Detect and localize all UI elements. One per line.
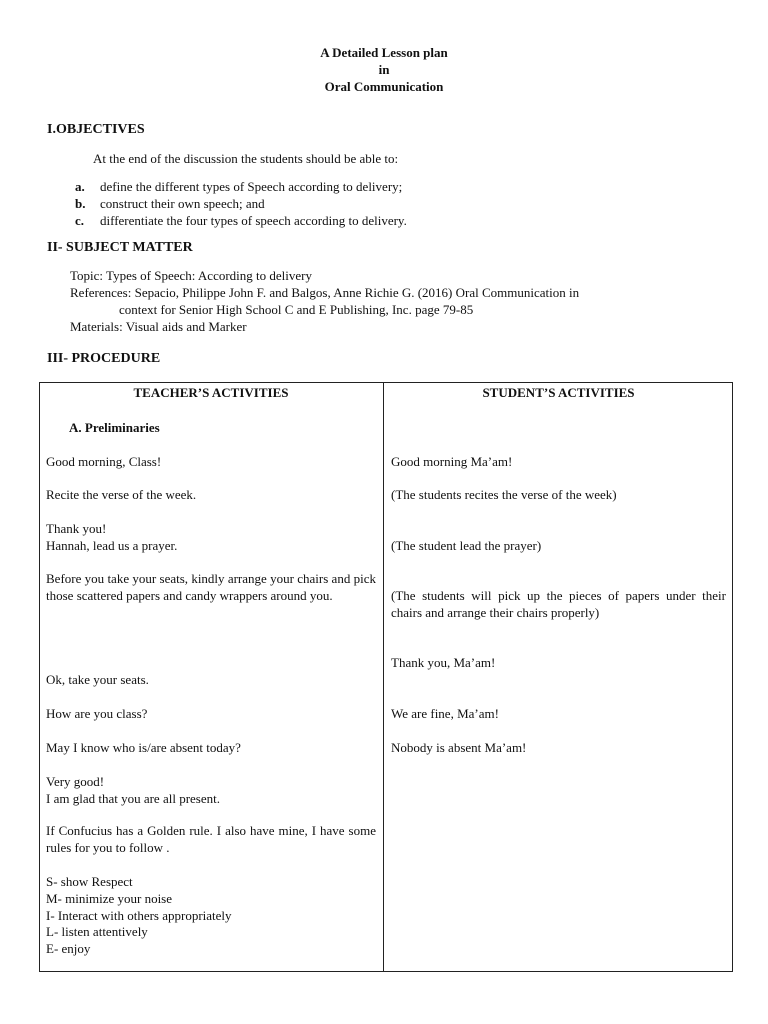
objective-text: define the different types of Speech according to delivery; (100, 179, 403, 194)
student-line: (The students recites the verse of the week) (391, 487, 617, 502)
student-paragraph: (The students will pick up the pieces of papers under their chairs and arrange their chairs properly) (391, 588, 726, 620)
subject-materials: Materials: Visual aids and Marker (70, 319, 247, 334)
teacher-line: Very good! (46, 774, 105, 789)
rule-item: L- listen attentively (46, 924, 148, 939)
rule-item: M- minimize your noise (46, 891, 173, 906)
objectives-heading: I.OBJECTIVES (47, 122, 145, 137)
doc-title-line2: in (378, 62, 390, 77)
subject-references: References: Sepacio, Philippe John F. and Balgos, Anne Richie G. (2016) Oral Communication in (70, 285, 580, 300)
teacher-paragraph: Before you take your seats, kindly arrange your chairs and pick those scattered papers and candy wrappers around you. (46, 571, 376, 603)
student-line: We are fine, Ma’am! (391, 706, 499, 721)
objective-letter: a. (75, 179, 85, 194)
rule-item: S- show Respect (46, 874, 133, 889)
teacher-line: Hannah, lead us a prayer. (46, 538, 178, 553)
teacher-line: Good morning, Class! (46, 454, 162, 469)
doc-title-line3: Oral Communication (324, 79, 444, 94)
teacher-line: Ok, take your seats. (46, 672, 149, 687)
teacher-line: I am glad that you are all present. (46, 791, 220, 806)
subject-topic: Topic: Types of Speech: According to delivery (70, 268, 312, 283)
subject-references-cont: context for Senior High School C and E Publishing, Inc. page 79-85 (119, 302, 474, 317)
teacher-line: Thank you! (46, 521, 107, 536)
objective-item (75, 195, 265, 212)
teacher-line: Recite the verse of the week. (46, 487, 197, 502)
teacher-line: How are you class? (46, 706, 148, 721)
rule-item: E- enjoy (46, 941, 91, 956)
objective-text: construct their own speech; and (100, 196, 265, 211)
table-column-divider (383, 382, 384, 972)
teacher-paragraph: If Confucius has a Golden rule. I also have mine, I have some rules for you to follow . (46, 823, 376, 855)
doc-title-line1: A Detailed Lesson plan (320, 45, 448, 60)
objective-item (75, 212, 407, 229)
student-line: (The student lead the prayer) (391, 538, 542, 553)
student-line: Thank you, Ma’am! (391, 655, 496, 670)
subject-matter-heading: II- SUBJECT MATTER (47, 240, 193, 255)
preliminaries-label: A. Preliminaries (69, 420, 160, 435)
student-column-header: STUDENT’S ACTIVITIES (482, 385, 635, 400)
teacher-line: May I know who is/are absent today? (46, 740, 241, 755)
objective-letter: c. (75, 213, 85, 228)
teacher-column-header: TEACHER’S ACTIVITIES (133, 385, 289, 400)
student-line: Nobody is absent Ma’am! (391, 740, 527, 755)
procedure-heading: III- PROCEDURE (47, 351, 161, 366)
objective-letter: b. (75, 196, 86, 211)
objective-item (75, 178, 402, 195)
objectives-intro: At the end of the discussion the students should be able to: (93, 151, 399, 166)
student-line: Good morning Ma’am! (391, 454, 513, 469)
objective-text: differentiate the four types of speech according to delivery. (100, 213, 407, 228)
rule-item: I- Interact with others appropriately (46, 908, 232, 923)
